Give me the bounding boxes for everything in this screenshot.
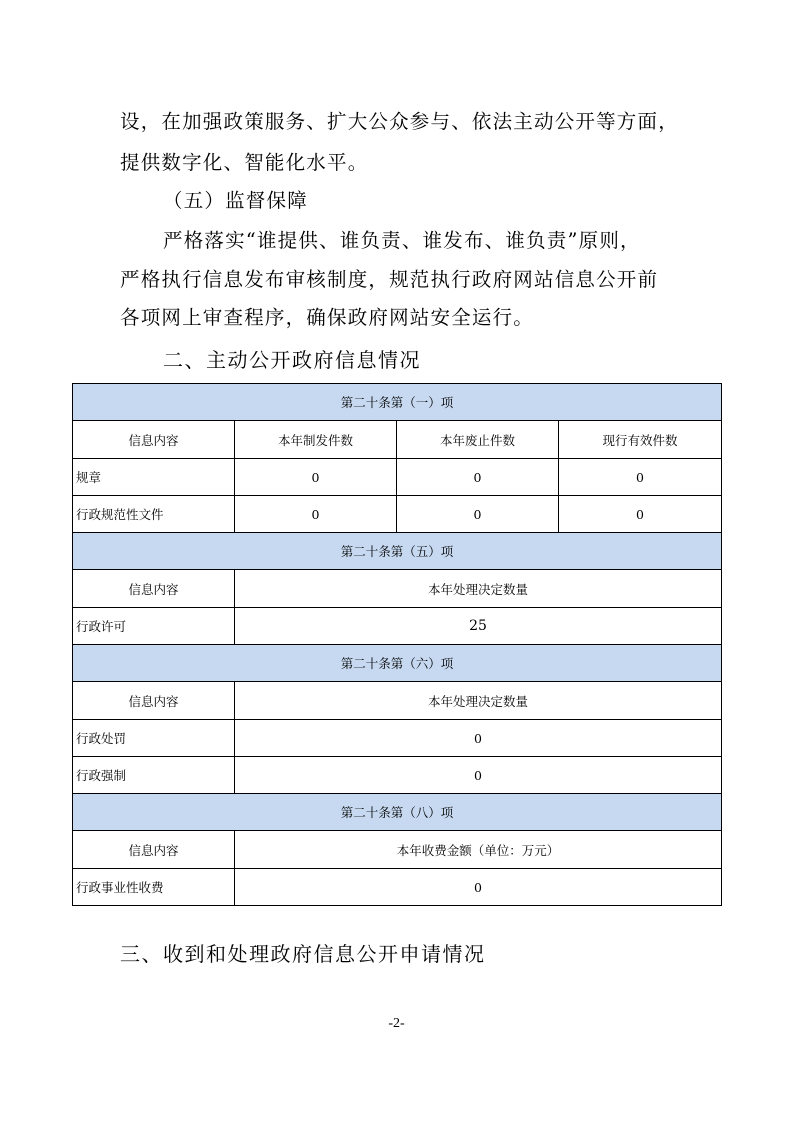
table-row [73, 496, 722, 533]
value-cell: 0 [559, 459, 722, 496]
section-title-cell: 第二十条第（六）项 [73, 645, 722, 682]
subheading-supervision: （五）监督保障 [163, 189, 308, 212]
section-title-cell: 第二十条第（八）项 [73, 794, 722, 831]
row-label-cell: 行政许可 [73, 608, 235, 645]
value-cell: 0 [397, 496, 559, 533]
table-row [73, 720, 722, 757]
section-title-cell: 第二十条第（五）项 [73, 533, 722, 570]
section-title-cell: 第二十条第（一）项 [73, 384, 722, 421]
table-row [73, 608, 722, 645]
disclosure-table [72, 383, 722, 906]
body-paragraph-line: 严格执行信息发布审核制度，规范执行政府网站信息公开前 [120, 268, 659, 291]
header-cell: 信息内容 [73, 421, 235, 459]
table-section-row [73, 645, 722, 682]
header-cell: 信息内容 [73, 831, 235, 869]
value-cell: 0 [235, 496, 397, 533]
table-header-row [73, 421, 722, 459]
header-cell: 本年制发件数 [235, 421, 397, 459]
table-row [73, 459, 722, 496]
table-header-row [73, 831, 722, 869]
value-cell: 0 [235, 757, 722, 794]
body-paragraph-line: 设，在加强政策服务、扩大公众参与、依法主动公开等方面， [120, 110, 679, 133]
header-cell: 信息内容 [73, 682, 235, 720]
table-row [73, 869, 722, 906]
table-header-row [73, 570, 722, 608]
value-cell: 0 [235, 869, 722, 906]
header-cell: 本年处理决定数量 [235, 682, 722, 720]
header-cell: 本年废止件数 [397, 421, 559, 459]
header-cell: 本年收费金额（单位：万元） [235, 831, 722, 869]
body-paragraph-line: 严格落实“谁提供、谁负责、谁发布、谁负责”原则， [163, 229, 641, 252]
row-label-cell: 行政规范性文件 [73, 496, 235, 533]
row-label-cell: 行政处罚 [73, 720, 235, 757]
table-header-row [73, 682, 722, 720]
body-paragraph-line: 提供数字化、智能化水平。 [120, 151, 369, 174]
section-3-heading: 三、收到和处理政府信息公开申请情况 [120, 942, 486, 966]
table-section-row [73, 794, 722, 831]
table-section-row [73, 533, 722, 570]
header-cell: 本年处理决定数量 [235, 570, 722, 608]
table-section-row [73, 384, 722, 421]
value-cell: 0 [397, 459, 559, 496]
header-cell: 现行有效件数 [559, 421, 722, 459]
section-2-heading: 二、主动公开政府信息情况 [163, 348, 421, 372]
value-cell: 0 [559, 496, 722, 533]
table-row [73, 757, 722, 794]
value-cell: 0 [235, 720, 722, 757]
value-cell: 25 [235, 608, 722, 645]
value-cell: 0 [235, 459, 397, 496]
page-number: -2- [388, 1016, 405, 1031]
header-cell: 信息内容 [73, 570, 235, 608]
body-paragraph-line: 各项网上审查程序，确保政府网站安全运行。 [120, 306, 535, 329]
row-label-cell: 规章 [73, 459, 235, 496]
row-label-cell: 行政事业性收费 [73, 869, 235, 906]
row-label-cell: 行政强制 [73, 757, 235, 794]
